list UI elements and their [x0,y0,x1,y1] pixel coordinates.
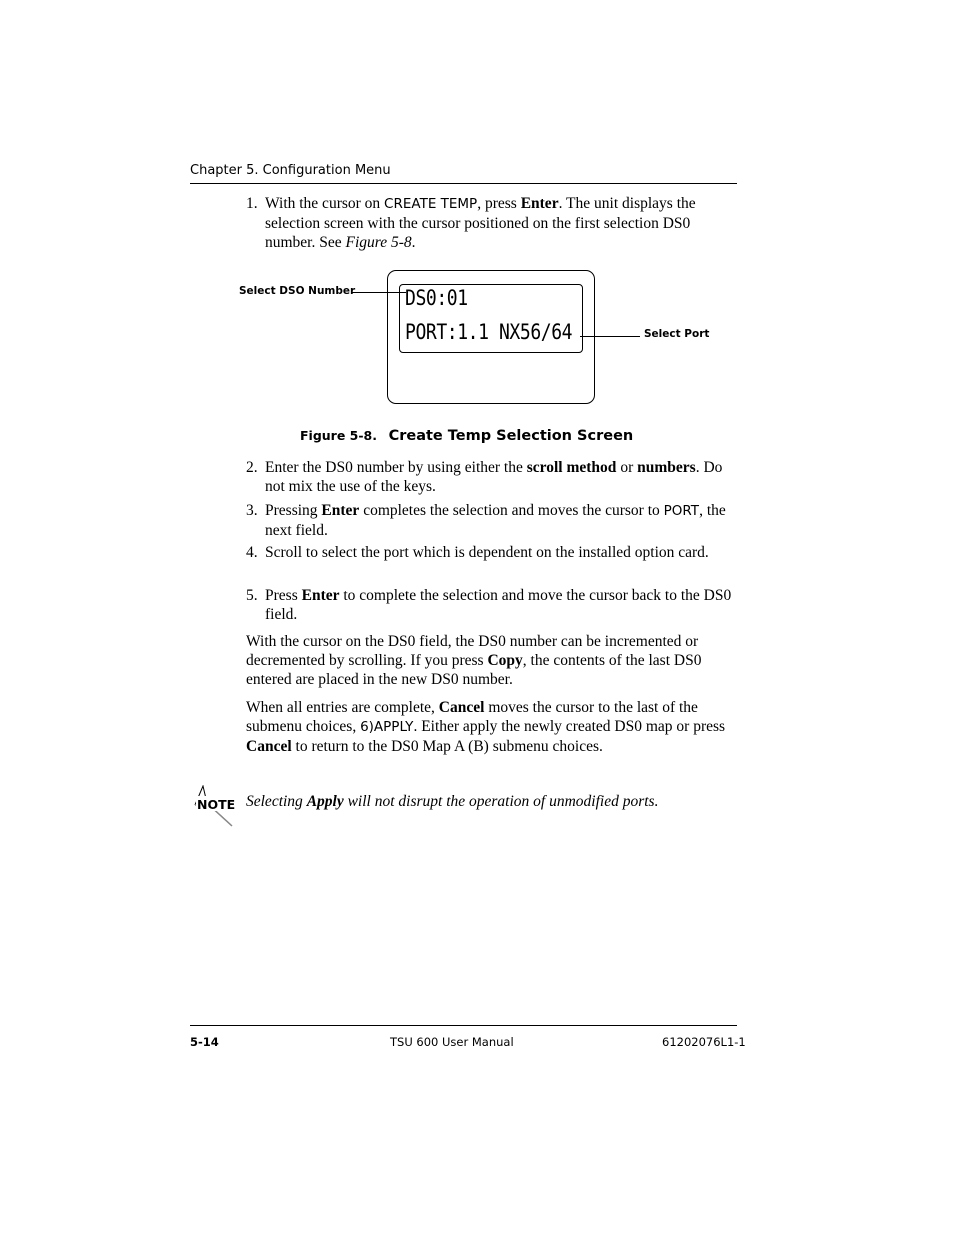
emphasis-bold: scroll method [526,459,617,476]
emphasis-bold: Apply [306,793,344,810]
emphasis-bold: Copy [487,652,523,669]
text-run: . Either apply the newly created DS0 map or press [413,718,726,735]
text-run: With the cursor on the DS0 field, the DS0 number can be incremented or decremented by scrolling. If you press [246,633,699,669]
chapter-heading: Chapter 5. Configuration Menu [190,163,391,178]
text-run: or [616,459,638,476]
text-run: Selecting [246,793,307,810]
step-number: 2. [246,459,258,476]
text-run: Press [265,587,302,604]
step-4 [246,543,736,562]
page-number: 5-14 [190,1035,219,1049]
emphasis-italic: Figure 5-8 [345,234,412,251]
document-number: 61202076L1-1 [662,1035,746,1049]
text-run: completes the selection and moves the cursor to [359,502,664,519]
step-text [265,543,736,562]
callout-leader-port [580,336,640,337]
step-text [265,501,736,540]
step-text [265,586,736,624]
step-1 [246,194,736,252]
step-2 [246,458,736,496]
step-number: 4. [246,544,258,561]
emphasis-bold: Enter [321,502,360,519]
figure-label: Figure 5-8. [300,428,377,443]
text-run: , the next field. [265,502,726,539]
text-run: will not disrupt the operation of unmodified ports. [343,793,659,810]
paragraph-cancel [246,698,736,756]
step-5 [246,586,736,624]
step-number: 5. [246,587,258,604]
callout-select-dso-number: Select DSO Number [239,285,356,297]
text-run: Enter the DS0 number by using either the [265,459,527,476]
text-run: With the cursor on [265,195,385,212]
note-icon [193,785,235,834]
text-run: Scroll to select the port which is dependent on the installed option card. [265,544,709,561]
manual-title: TSU 600 User Manual [390,1035,514,1049]
text-run: moves the cursor to the last of the submenu choices, [246,699,698,735]
emphasis-bold: Cancel [438,699,485,716]
text-run: to return to the DS0 Map A (B) submenu choices. [291,738,603,755]
ui-term: 6)APPLY [360,719,414,735]
step-number: 3. [246,502,258,519]
text-run: , the contents of the last DS0 entered are placed in the new DS0 number. [246,652,702,688]
emphasis-bold: Cancel [246,738,292,755]
text-run: . Do not mix the use of the keys. [265,459,723,495]
callout-leader-dso [352,292,406,293]
callout-select-port: Select Port [644,328,710,340]
note-icon-label: NOTE [197,797,235,812]
ui-term: PORT [663,503,700,519]
step-number: 1. [246,195,258,212]
note-text [246,793,658,811]
step-text [265,194,736,252]
header-rule [190,183,737,184]
lcd-line-1: DS0:01 [405,286,468,310]
step-text [265,458,736,496]
ui-term: CREATE TEMP [384,196,478,212]
lcd-line-2: PORT:1.1 NX56/64 [405,320,573,344]
emphasis-bold: numbers [637,459,696,476]
footer-rule [190,1025,737,1026]
paragraph-scrolling [246,632,736,689]
text-run: When all entries are complete, [246,699,439,716]
text-run: , press [477,195,521,212]
figure-title: Create Temp Selection Screen [388,428,634,444]
text-run: to complete the selection and move the cursor back to the DS0 field. [265,587,732,623]
step-3 [246,501,736,540]
text-run: Pressing [265,502,322,519]
emphasis-bold: Enter [520,195,559,212]
figure-caption [300,425,633,444]
text-run: . [411,234,416,251]
text-run: . The unit displays the selection screen with the cursor positioned on the first selection DS0 number. See [265,195,696,251]
emphasis-bold: Enter [301,587,340,604]
